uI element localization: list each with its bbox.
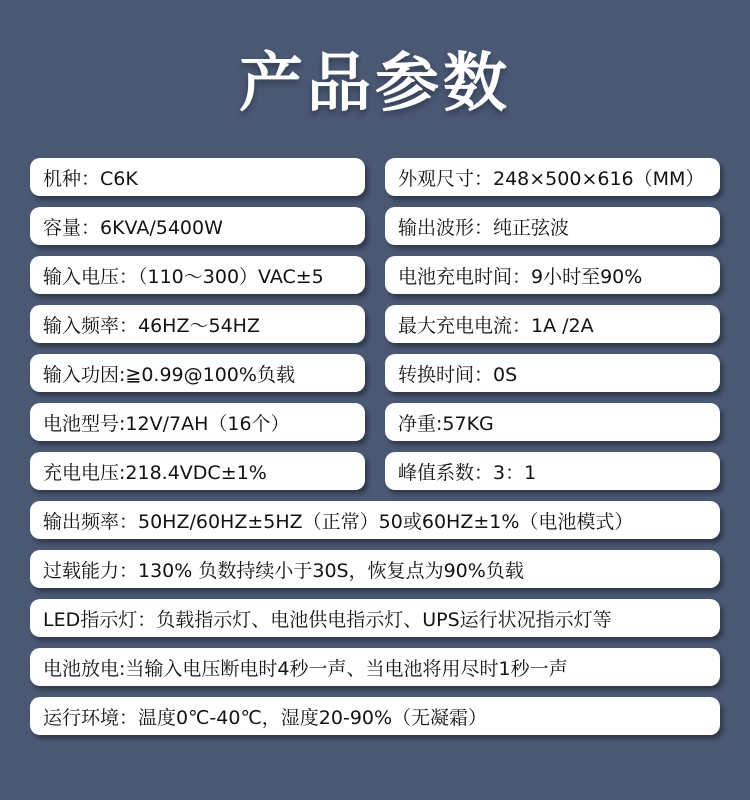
spec-box-operating-environment: 运行环境：温度0℃-40℃，湿度20-90%（无凝霜） — [30, 697, 720, 735]
spec-box-crest-factor: 峰值系数：3：1 — [385, 452, 720, 490]
spec-row — [30, 158, 720, 196]
spec-box-output-waveform: 输出波形：纯正弦波 — [385, 207, 720, 245]
spec-box-transfer-time: 转换时间：0S — [385, 354, 720, 392]
spec-box-output-frequency: 输出频率：50HZ/60HZ±5HZ（正常）50或60HZ±1%（电池模式） — [30, 501, 720, 539]
spec-box-machine-model: 机种：C6K — [30, 158, 365, 196]
spec-row — [30, 648, 720, 686]
spec-box-input-voltage: 输入电压：（110～300）VAC±5 — [30, 256, 365, 294]
spec-box-battery-charge-time: 电池充电时间：9小时至90% — [385, 256, 720, 294]
spec-row — [30, 354, 720, 392]
spec-row — [30, 305, 720, 343]
spec-row — [30, 550, 720, 588]
spec-row — [30, 501, 720, 539]
spec-box-input-frequency: 输入频率：46HZ～54HZ — [30, 305, 365, 343]
spec-box-charge-voltage: 充电电压:218.4VDC±1% — [30, 452, 365, 490]
spec-box-input-power-factor: 输入功因:≧0.99@100%负载 — [30, 354, 365, 392]
spec-row — [30, 256, 720, 294]
spec-box-battery-type: 电池型号:12V/7AH（16个） — [30, 403, 365, 441]
spec-row — [30, 207, 720, 245]
spec-row — [30, 697, 720, 735]
spec-row — [30, 599, 720, 637]
spec-row — [30, 452, 720, 490]
spec-grid — [30, 158, 720, 735]
page-title: 产品参数 — [239, 47, 511, 121]
spec-box-dimensions: 外观尺寸：248×500×616（MM） — [385, 158, 720, 196]
spec-box-overload-capacity: 过载能力：130% 负数持续小于30S，恢复点为90%负载 — [30, 550, 720, 588]
spec-box-max-charge-current: 最大充电电流：1A /2A — [385, 305, 720, 343]
spec-box-capacity: 容量：6KVA/5400W — [30, 207, 365, 245]
spec-box-net-weight: 净重:57KG — [385, 403, 720, 441]
spec-row — [30, 403, 720, 441]
spec-box-battery-discharge-alarm: 电池放电:当输入电压断电时4秒一声、当电池将用尽时1秒一声 — [30, 648, 720, 686]
spec-box-led-indicators: LED指示灯：负载指示灯、电池供电指示灯、UPS运行状况指示灯等 — [30, 599, 720, 637]
